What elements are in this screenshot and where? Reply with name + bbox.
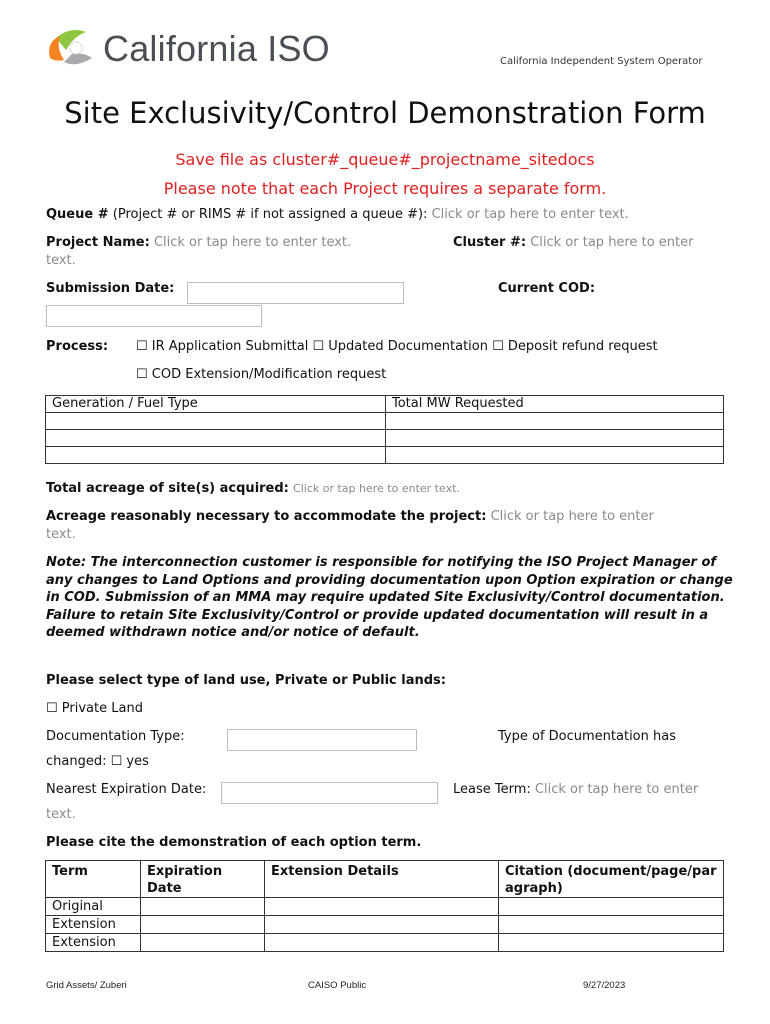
- expiration-date-cell[interactable]: [141, 934, 265, 952]
- expiration-date-cell[interactable]: [141, 916, 265, 934]
- extension-details-cell[interactable]: [265, 898, 499, 916]
- cite-prompt: Please cite the demonstration of each option term.: [46, 835, 422, 850]
- yes-checkbox[interactable]: ☐ yes: [110, 754, 149, 769]
- operator-name: California Independent System Operator: [500, 56, 703, 67]
- logo: [46, 28, 102, 72]
- cluster-label: Cluster #:: [453, 235, 527, 250]
- cod-extension-checkbox[interactable]: ☐ COD Extension/Modification request: [136, 367, 387, 382]
- acreage-row: [46, 481, 460, 497]
- process-label: Process:: [46, 339, 109, 354]
- expiration-date-label: Nearest Expiration Date:: [46, 782, 207, 797]
- ir-application-checkbox[interactable]: ☐ IR Application Submittal: [136, 339, 309, 354]
- table-row: [46, 447, 724, 464]
- fuel-type-cell[interactable]: [46, 447, 386, 464]
- total-mw-header: Total MW Requested: [386, 396, 724, 413]
- changed-label: changed:: [46, 754, 107, 769]
- process-options-row-1: [136, 339, 658, 355]
- form-title: Site Exclusivity/Control Demonstration Form: [64, 96, 706, 130]
- expiration-date-field[interactable]: [221, 782, 438, 804]
- caiso-logo-icon: [46, 28, 102, 72]
- total-mw-cell[interactable]: [386, 413, 724, 430]
- fuel-type-header: Generation / Fuel Type: [46, 396, 386, 413]
- table-row: [46, 916, 724, 934]
- citation-cell[interactable]: [499, 916, 724, 934]
- fuel-type-cell[interactable]: [46, 413, 386, 430]
- changed-row: [46, 754, 149, 770]
- term-header: Term: [46, 861, 141, 898]
- cluster-input[interactable]: Click or tap here to enter: [530, 235, 694, 250]
- note-paragraph: Note: The interconnection customer is responsible for notifying the ISO Project Manager of any changes to Land Options and providing documentation upon Option expiration or change in COD. Submission of an MMA may require updated Site Exclusivity/Control documentation. Failure to retain Site Exclusivity/Control or provide updated documentation will result in a deemed withdrawn notice and/or notice of default.: [46, 555, 733, 641]
- citation-cell[interactable]: [499, 934, 724, 952]
- deposit-refund-checkbox[interactable]: ☐ Deposit refund request: [492, 339, 658, 354]
- table-row: [46, 934, 724, 952]
- documentation-changed-label: Type of Documentation has: [498, 729, 676, 744]
- lease-term-input-wrap[interactable]: text.: [46, 807, 76, 822]
- logo-text: California ISO: [103, 28, 330, 69]
- documentation-type-label: Documentation Type:: [46, 729, 185, 744]
- term-cell: Extension: [46, 916, 141, 934]
- expiration-date-header: Expiration Date: [141, 861, 265, 898]
- acreage-needed-input[interactable]: Click or tap here to enter: [490, 509, 654, 524]
- queue-label: Queue #: [46, 207, 109, 222]
- lease-term-label: Lease Term:: [453, 782, 531, 797]
- cluster-row: [453, 235, 693, 251]
- lease-term-input[interactable]: Click or tap here to enter: [534, 782, 699, 797]
- queue-row: [46, 207, 629, 223]
- extension-details-cell[interactable]: [265, 916, 499, 934]
- table-row: [46, 898, 724, 916]
- save-file-notice: Save file as cluster#_queue#_projectname_sitedocs: [175, 150, 595, 169]
- land-use-prompt: Please select type of land use, Private or Public lands:: [46, 673, 446, 688]
- separate-form-notice: Please note that each Project requires a separate form.: [163, 179, 607, 198]
- documentation-type-field[interactable]: [227, 729, 417, 751]
- option-term-table: [45, 860, 724, 952]
- fuel-type-cell[interactable]: [46, 430, 386, 447]
- updated-documentation-checkbox[interactable]: ☐ Updated Documentation: [312, 339, 488, 354]
- expiration-date-cell[interactable]: [141, 898, 265, 916]
- fuel-type-table: [45, 395, 724, 464]
- acreage-needed-row: [46, 509, 654, 525]
- current-cod-label: Current COD:: [498, 281, 596, 296]
- footer-classification: CAISO Public: [308, 980, 367, 991]
- term-cell: Extension: [46, 934, 141, 952]
- private-land-checkbox[interactable]: ☐ Private Land: [46, 701, 143, 716]
- citation-cell[interactable]: [499, 898, 724, 916]
- acreage-needed-input-wrap[interactable]: text.: [46, 527, 76, 542]
- current-cod-field[interactable]: [46, 305, 262, 327]
- table-row: [46, 430, 724, 447]
- table-row: [46, 413, 724, 430]
- citation-header: Citation (document/page/paragraph): [499, 861, 724, 898]
- lease-term-row: [453, 782, 698, 798]
- project-name-label: Project Name:: [46, 235, 150, 250]
- extension-details-header: Extension Details: [265, 861, 499, 898]
- acreage-needed-label: Acreage reasonably necessary to accommodate the project:: [46, 509, 487, 524]
- submission-date-label: Submission Date:: [46, 281, 175, 296]
- footer-author: Grid Assets/ Zuberi: [46, 980, 127, 991]
- queue-input[interactable]: Click or tap here to enter text.: [431, 207, 629, 222]
- acreage-label: Total acreage of site(s) acquired:: [46, 481, 289, 496]
- total-mw-cell[interactable]: [386, 430, 724, 447]
- project-name-row: [46, 235, 351, 251]
- term-cell: Original: [46, 898, 141, 916]
- extension-details-cell[interactable]: [265, 934, 499, 952]
- acreage-input[interactable]: Click or tap here to enter text.: [293, 482, 460, 495]
- project-name-input-wrap[interactable]: text.: [46, 253, 76, 268]
- footer-date: 9/27/2023: [583, 980, 626, 991]
- queue-hint: (Project # or RIMS # if not assigned a queue #):: [112, 207, 428, 222]
- total-mw-cell[interactable]: [386, 447, 724, 464]
- submission-date-field[interactable]: [187, 282, 404, 304]
- project-name-input[interactable]: Click or tap here to enter text.: [153, 235, 352, 250]
